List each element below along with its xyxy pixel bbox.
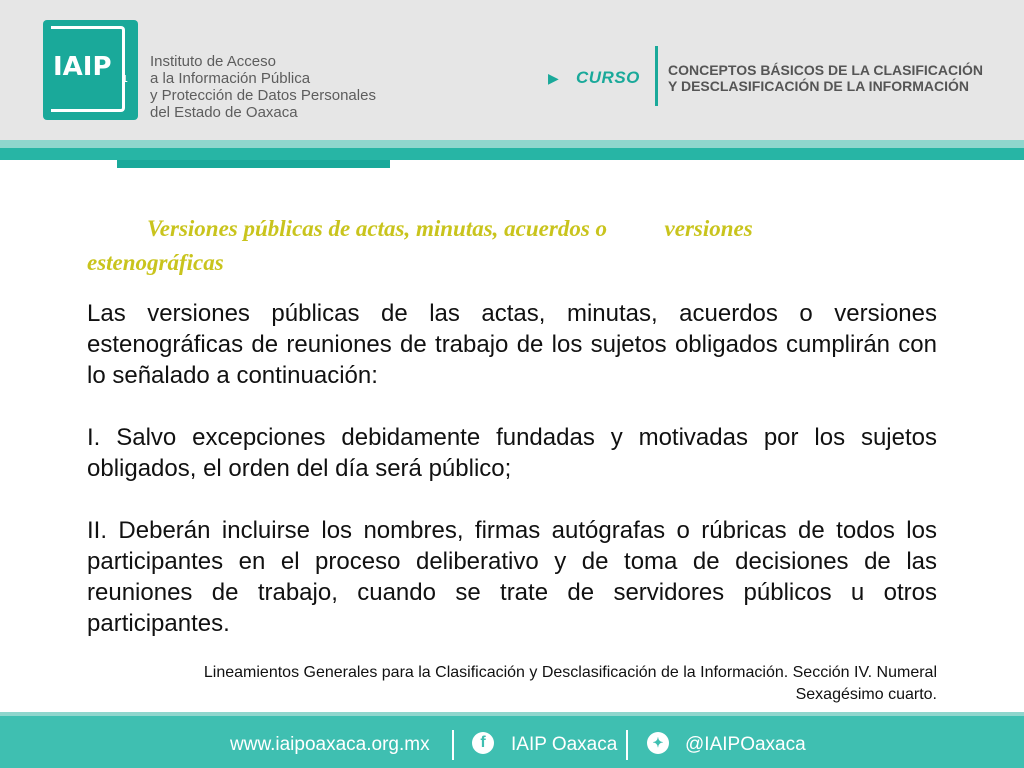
accent-bar [117,160,390,168]
slide-body [87,298,937,670]
slide-title-line: estenográficas [87,250,224,275]
body-paragraph: I. Salvo excepciones debidamente fundadas y motivadas por los sujetos obligados, el orden del día será público; [87,424,937,482]
header-divider [655,46,658,106]
logo-text: IAIP [53,52,112,82]
course-title-line: Y DESCLASIFICACIÓN DE LA INFORMACIÓN [668,78,970,94]
arrow-right-icon: ▶ [548,70,559,86]
reference-line: Lineamientos Generales para la Clasificación y Desclasificación de la Información. Sección IV. Numeral [203,664,937,681]
course-label: CURSO [576,68,640,87]
facebook-link[interactable]: IAIP Oaxaca [511,734,618,755]
header-stripe-light [0,140,1024,148]
body-paragraph: Las versiones públicas de las actas, minutas, acuerdos o versiones estenográficas de reuniones de trabajo de los sujetos obligados cumplirán con lo señalado a continuación: [87,300,937,389]
institute-line: Instituto de Acceso [150,53,276,70]
footer-divider [452,730,454,760]
iaip-logo [43,20,138,120]
header-stripe [0,148,1024,160]
institute-line: del Estado de Oaxaca [150,104,298,121]
body-paragraph: II. Deberán incluirse los nombres, firmas autógrafas o rúbricas de todos los participantes en el proceso deliberativo y de toma de decisiones de las reuniones de trabajo, cuando se trate de servidores públicos u otros participantes. [87,517,937,637]
slide-title [87,212,947,280]
institute-name [150,53,376,121]
footer-divider [626,730,628,760]
twitter-icon: ✦ [647,732,669,754]
institute-line: a la Información Pública [150,70,311,87]
reference-line: Sexagésimo cuarto. [795,686,937,703]
logo-mark: 1 [122,74,128,85]
course-title-line: CONCEPTOS BÁSICOS DE LA CLASIFICACIÓN [668,62,984,78]
reference-note [87,662,937,706]
slide-title-line: Versiones públicas de actas, minutas, acuerdos o versiones [147,216,753,241]
website-link[interactable]: www.iaipoaxaca.org.mx [230,734,430,755]
course-title [668,62,983,94]
institute-line: y Protección de Datos Personales [150,87,376,104]
facebook-icon: f [472,732,494,754]
twitter-link[interactable]: @IAIPOaxaca [685,734,806,755]
